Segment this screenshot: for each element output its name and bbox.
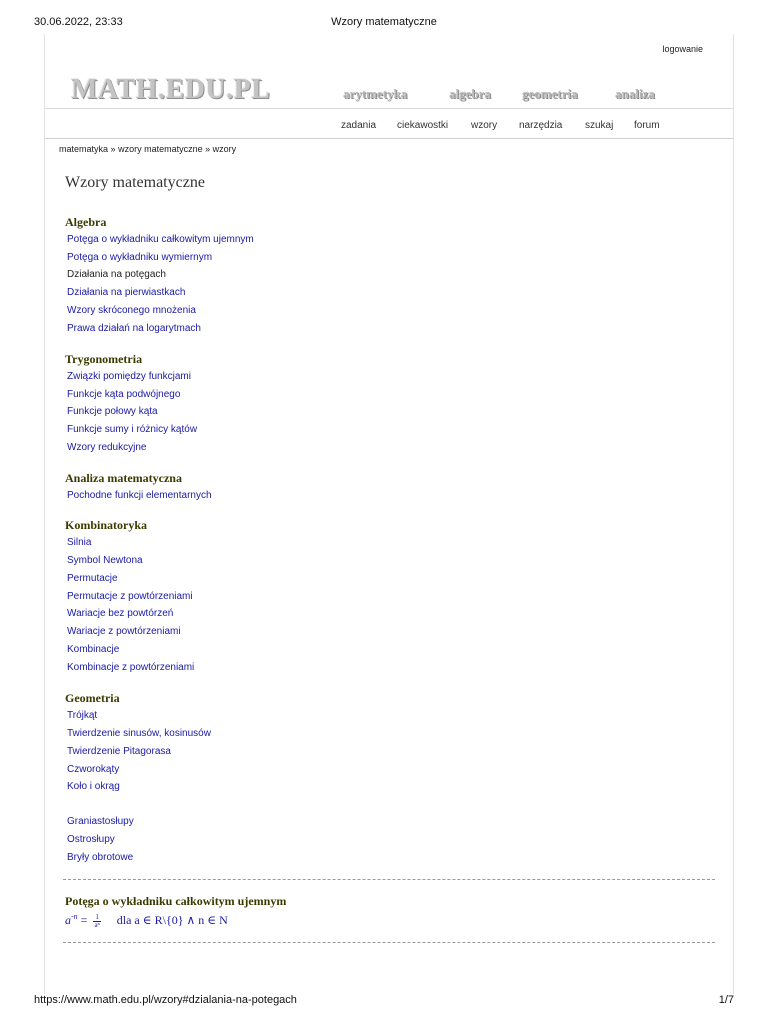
page-frame [44,34,734,994]
print-page-number: 1/7 [718,994,734,1006]
link-pochodne[interactable]: Pochodne funkcji elementarnych [67,490,212,501]
login-link[interactable]: logowanie [662,44,703,54]
breadcrumb-item-wzory: wzory [212,144,237,154]
page-title: Wzory matematyczne [65,174,205,191]
link-graniastoslupy[interactable]: Graniastosłupy [67,816,134,827]
formula-denominator: aⁿ [94,920,100,929]
link-suma-roznica-katow[interactable]: Funkcje sumy i różnicy kątów [67,424,198,435]
link-twierdzenie-sinusow[interactable]: Twierdzenie sinusów, kosinusów [67,728,211,739]
subnav-narzedzia[interactable]: narzędzia [519,120,563,131]
breadcrumb-item-wzory-matematyczne[interactable]: wzory matematyczne [118,144,203,154]
breadcrumb-separator: » [205,144,211,154]
print-url: https://www.math.edu.pl/wzory#dzialania-na-potegach [34,994,297,1006]
section-divider-bottom [63,942,715,943]
formula-numerator: 1 [95,912,99,921]
site-logo[interactable]: MATH.EDU.PL [71,74,271,105]
link-kolo-okrag[interactable]: Koło i okrąg [67,781,120,792]
link-permutacje-powtorzenia[interactable]: Permutacje z powtórzeniami [67,591,193,602]
formula-exponent: -n [71,912,78,921]
subnav-divider [45,138,733,139]
print-title: Wzory matematyczne [331,16,437,28]
section-title-algebra: Algebra [65,215,107,229]
sub-nav [45,120,733,134]
link-symbol-newtona[interactable]: Symbol Newtona [67,555,143,566]
link-kat-podwojny[interactable]: Funkcje kąta podwójnego [67,389,181,400]
link-polowa-kata[interactable]: Funkcje połowy kąta [67,406,158,417]
section-divider [63,879,715,880]
link-kombinacje-powtorzenia[interactable]: Kombinacje z powtórzeniami [67,662,195,673]
print-datetime: 30.06.2022, 23:33 [34,16,123,28]
link-potega-calkowity-ujemny[interactable]: Potęga o wykładniku całkowitym ujemnym [67,234,254,245]
subnav-wzory[interactable]: wzory [471,120,498,131]
link-wariacje-bez-powtorzen[interactable]: Wariacje bez powtórzeń [67,608,174,619]
subnav-ciekawostki[interactable]: ciekawostki [397,120,449,131]
nav-geometria[interactable]: geometria [522,86,578,101]
link-czworokaty[interactable]: Czworokąty [67,764,120,775]
link-silnia[interactable]: Silnia [67,537,92,548]
link-wariacje-z-powtorzeniami[interactable]: Wariacje z powtórzeniami [67,626,181,637]
link-trojkat[interactable]: Trójkąt [67,710,98,721]
formula-negative-exponent [65,912,228,932]
link-dzialania-na-pierwiastkach[interactable]: Działania na pierwiastkach [67,287,186,298]
link-bryly-obrotowe[interactable]: Bryły obrotowe [67,852,134,863]
subnav-forum[interactable]: forum [634,120,660,131]
section-title-kombinatoryka: Kombinatoryka [65,518,148,532]
link-wzory-skroconego-mnozenia[interactable]: Wzory skróconego mnożenia [67,305,196,316]
nav-algebra[interactable]: algebra [449,86,491,101]
link-potega-wymierny[interactable]: Potęga o wykładniku wymiernym [67,252,213,263]
main-nav [45,86,733,106]
link-wzory-redukcyjne[interactable]: Wzory redukcyjne [67,442,147,453]
section-title-trygonometria: Trygonometria [65,352,143,366]
section-title-analiza: Analiza matematyczna [65,471,182,485]
formula-base: a [65,913,71,927]
subnav-szukaj[interactable]: szukaj [585,120,614,131]
formula-condition: dla a ∈ R\{0} ∧ n ∈ N [116,913,228,927]
link-prawa-logarytmy[interactable]: Prawa działań na logarytmach [67,323,201,334]
nav-analiza[interactable]: analiza [615,86,655,101]
header-divider [45,108,733,109]
formula-fraction [93,914,100,929]
link-twierdzenie-pitagorasa[interactable]: Twierdzenie Pitagorasa [67,746,171,757]
breadcrumb [59,144,236,154]
subnav-zadania[interactable]: zadania [341,120,377,131]
print-footer [0,994,768,1010]
print-header [0,16,768,32]
formula-section-title: Potęga o wykładniku całkowitym ujemnym [65,894,287,908]
link-kombinacje[interactable]: Kombinacje [67,644,120,655]
formula-equals: = [80,913,88,927]
breadcrumb-item-matematyka[interactable]: matematyka [59,144,109,154]
link-ostroslupy[interactable]: Ostrosłupy [67,834,115,845]
section-title-geometria: Geometria [65,691,120,705]
link-zwiazki-funkcje[interactable]: Związki pomiędzy funkcjami [67,371,191,382]
link-permutacje[interactable]: Permutacje [67,573,118,584]
link-dzialania-na-potegach[interactable]: Działania na potęgach [67,269,166,280]
nav-arytmetyka[interactable]: arytmetyka [343,86,408,101]
breadcrumb-separator: » [110,144,116,154]
